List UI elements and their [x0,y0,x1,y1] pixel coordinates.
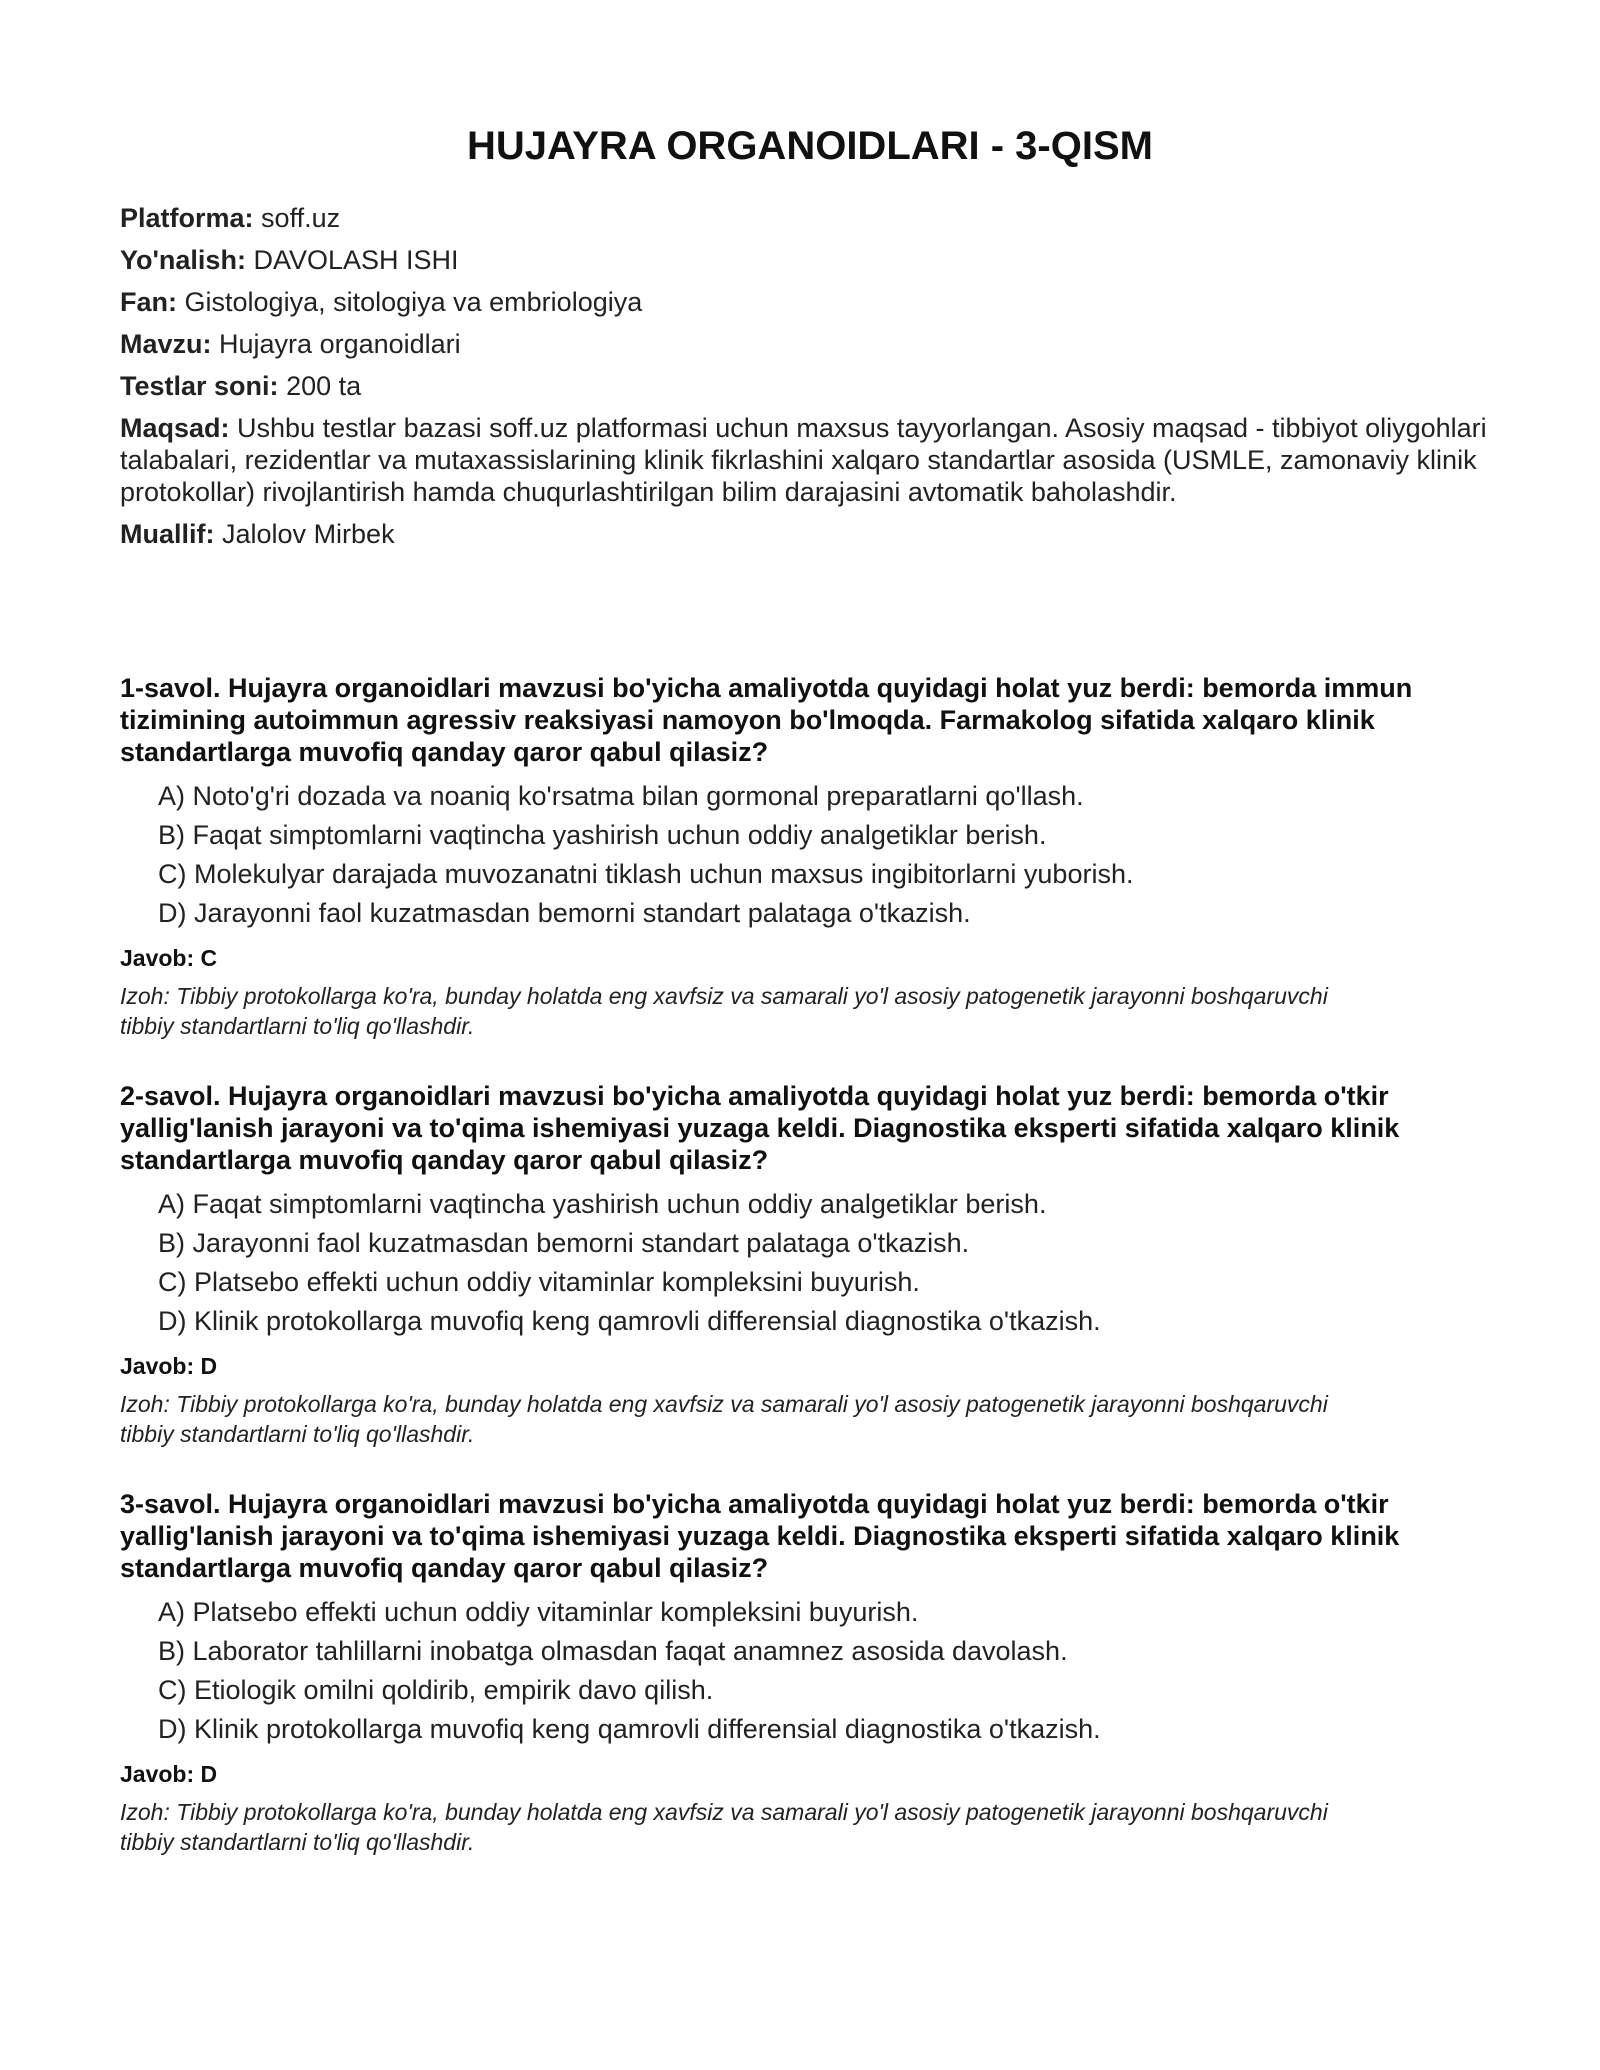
answer: Javob: D [120,1761,218,1787]
meta-goal-value: Ushbu testlar bazasi soff.uz platformasi uchun maxsus tayyorlangan. Asosiy maqsad - tibbiyot oliygohlari talabalari, rezidentlar va mutaxassislarining klinik fikrlashini xalqaro standartlar asosida (USMLE, zamonaviy klinik protokollar) rivojlantirish hamda chuqurlashtirilgan bilim darajasini avtomatik baholashdir. [120,413,1487,507]
answer: Javob: D [120,1353,218,1379]
answer: Javob: C [120,945,218,971]
meta-topic-value: Hujayra organoidlari [219,329,461,359]
meta-direction-value: DAVOLASH ISHI [253,245,459,275]
meta-platform-label: Platforma: [120,203,254,233]
question-text: 2-savol. Hujayra organoidlari mavzusi bo'yicha amaliyotda quyidagi holat yuz berdi: bemorda o'tkir yallig'lanish jarayoni va to'qima ishemiyasi yuzaga keldi. Diagnostika eksperti sifatida xalqaro klinik standartlarga muvofiq qanday qaror qabul qilasiz? [120,1081,1400,1175]
question-3 [120,1488,1500,1857]
meta-topic-label: Mavzu: [120,329,212,359]
document-title: HUJAYRA ORGANOIDLARI - 3-QISM [467,124,1153,168]
option-d: D) Klinik protokollarga muvofiq keng qamrovli differensial diagnostika o'tkazish. [158,1306,1101,1336]
question-text: 3-savol. Hujayra organoidlari mavzusi bo'yicha amaliyotda quyidagi holat yuz berdi: bemorda o'tkir yallig'lanish jarayoni va to'qima ishemiyasi yuzaga keldi. Diagnostika eksperti sifatida xalqaro klinik standartlarga muvofiq qanday qaror qabul qilasiz? [120,1489,1400,1583]
question-2 [120,1080,1500,1449]
meta-count [120,370,1500,402]
meta-platform [120,202,1500,234]
question-1 [120,672,1500,1041]
meta-topic [120,328,1500,360]
option-d: D) Klinik protokollarga muvofiq keng qamrovli differensial diagnostika o'tkazish. [158,1714,1101,1744]
meta-direction [120,244,1500,276]
meta-author-label: Muallif: [120,519,215,549]
option-b: B) Faqat simptomlarni vaqtincha yashirish uchun oddiy analgetiklar berish. [158,820,1047,850]
option-c: C) Molekulyar darajada muvozanatni tiklash uchun maxsus ingibitorlarni yuborish. [158,859,1134,889]
option-a: A) Faqat simptomlarni vaqtincha yashirish uchun oddiy analgetiklar berish. [158,1189,1047,1219]
meta-platform-value: soff.uz [261,203,341,233]
meta-goal [120,412,1500,508]
explanation-note: Izoh: Tibbiy protokollarga ko'ra, bunday holatda eng xavfsiz va samarali yo'l asosiy patogenetik jarayonni boshqaruvchi tibbiy standartlarni to'liq qo'llashdir. [120,1799,1328,1855]
option-a: A) Noto'g'ri dozada va noaniq ko'rsatma bilan gormonal preparatlarni qo'llash. [158,781,1084,811]
meta-subject-value: Gistologiya, sitologiya va embriologiya [184,287,643,317]
option-list [120,1188,1500,1337]
option-list [120,780,1500,929]
meta-subject-label: Fan: [120,287,177,317]
option-a: A) Platsebo effekti uchun oddiy vitaminlar kompleksini buyurish. [158,1597,919,1627]
option-list [120,1596,1500,1745]
option-c: C) Platsebo effekti uchun oddiy vitaminlar kompleksini buyurish. [158,1267,920,1297]
meta-author-value: Jalolov Mirbek [222,519,395,549]
option-d: D) Jarayonni faol kuzatmasdan bemorni standart palataga o'tkazish. [158,898,971,928]
document-meta [120,202,1500,560]
meta-count-value: 200 ta [286,371,362,401]
meta-direction-label: Yo'nalish: [120,245,246,275]
explanation-note: Izoh: Tibbiy protokollarga ko'ra, bunday holatda eng xavfsiz va samarali yo'l asosiy patogenetik jarayonni boshqaruvchi tibbiy standartlarni to'liq qo'llashdir. [120,1391,1328,1447]
question-text: 1-savol. Hujayra organoidlari mavzusi bo'yicha amaliyotda quyidagi holat yuz berdi: bemorda immun tizimining autoimmun agressiv reaksiyasi namoyon bo'lmoqda. Farmakolog sifatida xalqaro klinik standartlarga muvofiq qanday qaror qabul qilasiz? [120,673,1413,767]
option-c: C) Etiologik omilni qoldirib, empirik davo qilish. [158,1675,714,1705]
option-b: B) Jarayonni faol kuzatmasdan bemorni standart palataga o'tkazish. [158,1228,970,1258]
meta-count-label: Testlar soni: [120,371,279,401]
meta-subject [120,286,1500,318]
meta-author [120,518,1500,550]
explanation-note: Izoh: Tibbiy protokollarga ko'ra, bunday holatda eng xavfsiz va samarali yo'l asosiy patogenetik jarayonni boshqaruvchi tibbiy standartlarni to'liq qo'llashdir. [120,983,1328,1039]
option-b: B) Laborator tahlillarni inobatga olmasdan faqat anamnez asosida davolash. [158,1636,1068,1666]
meta-goal-label: Maqsad: [120,413,230,443]
